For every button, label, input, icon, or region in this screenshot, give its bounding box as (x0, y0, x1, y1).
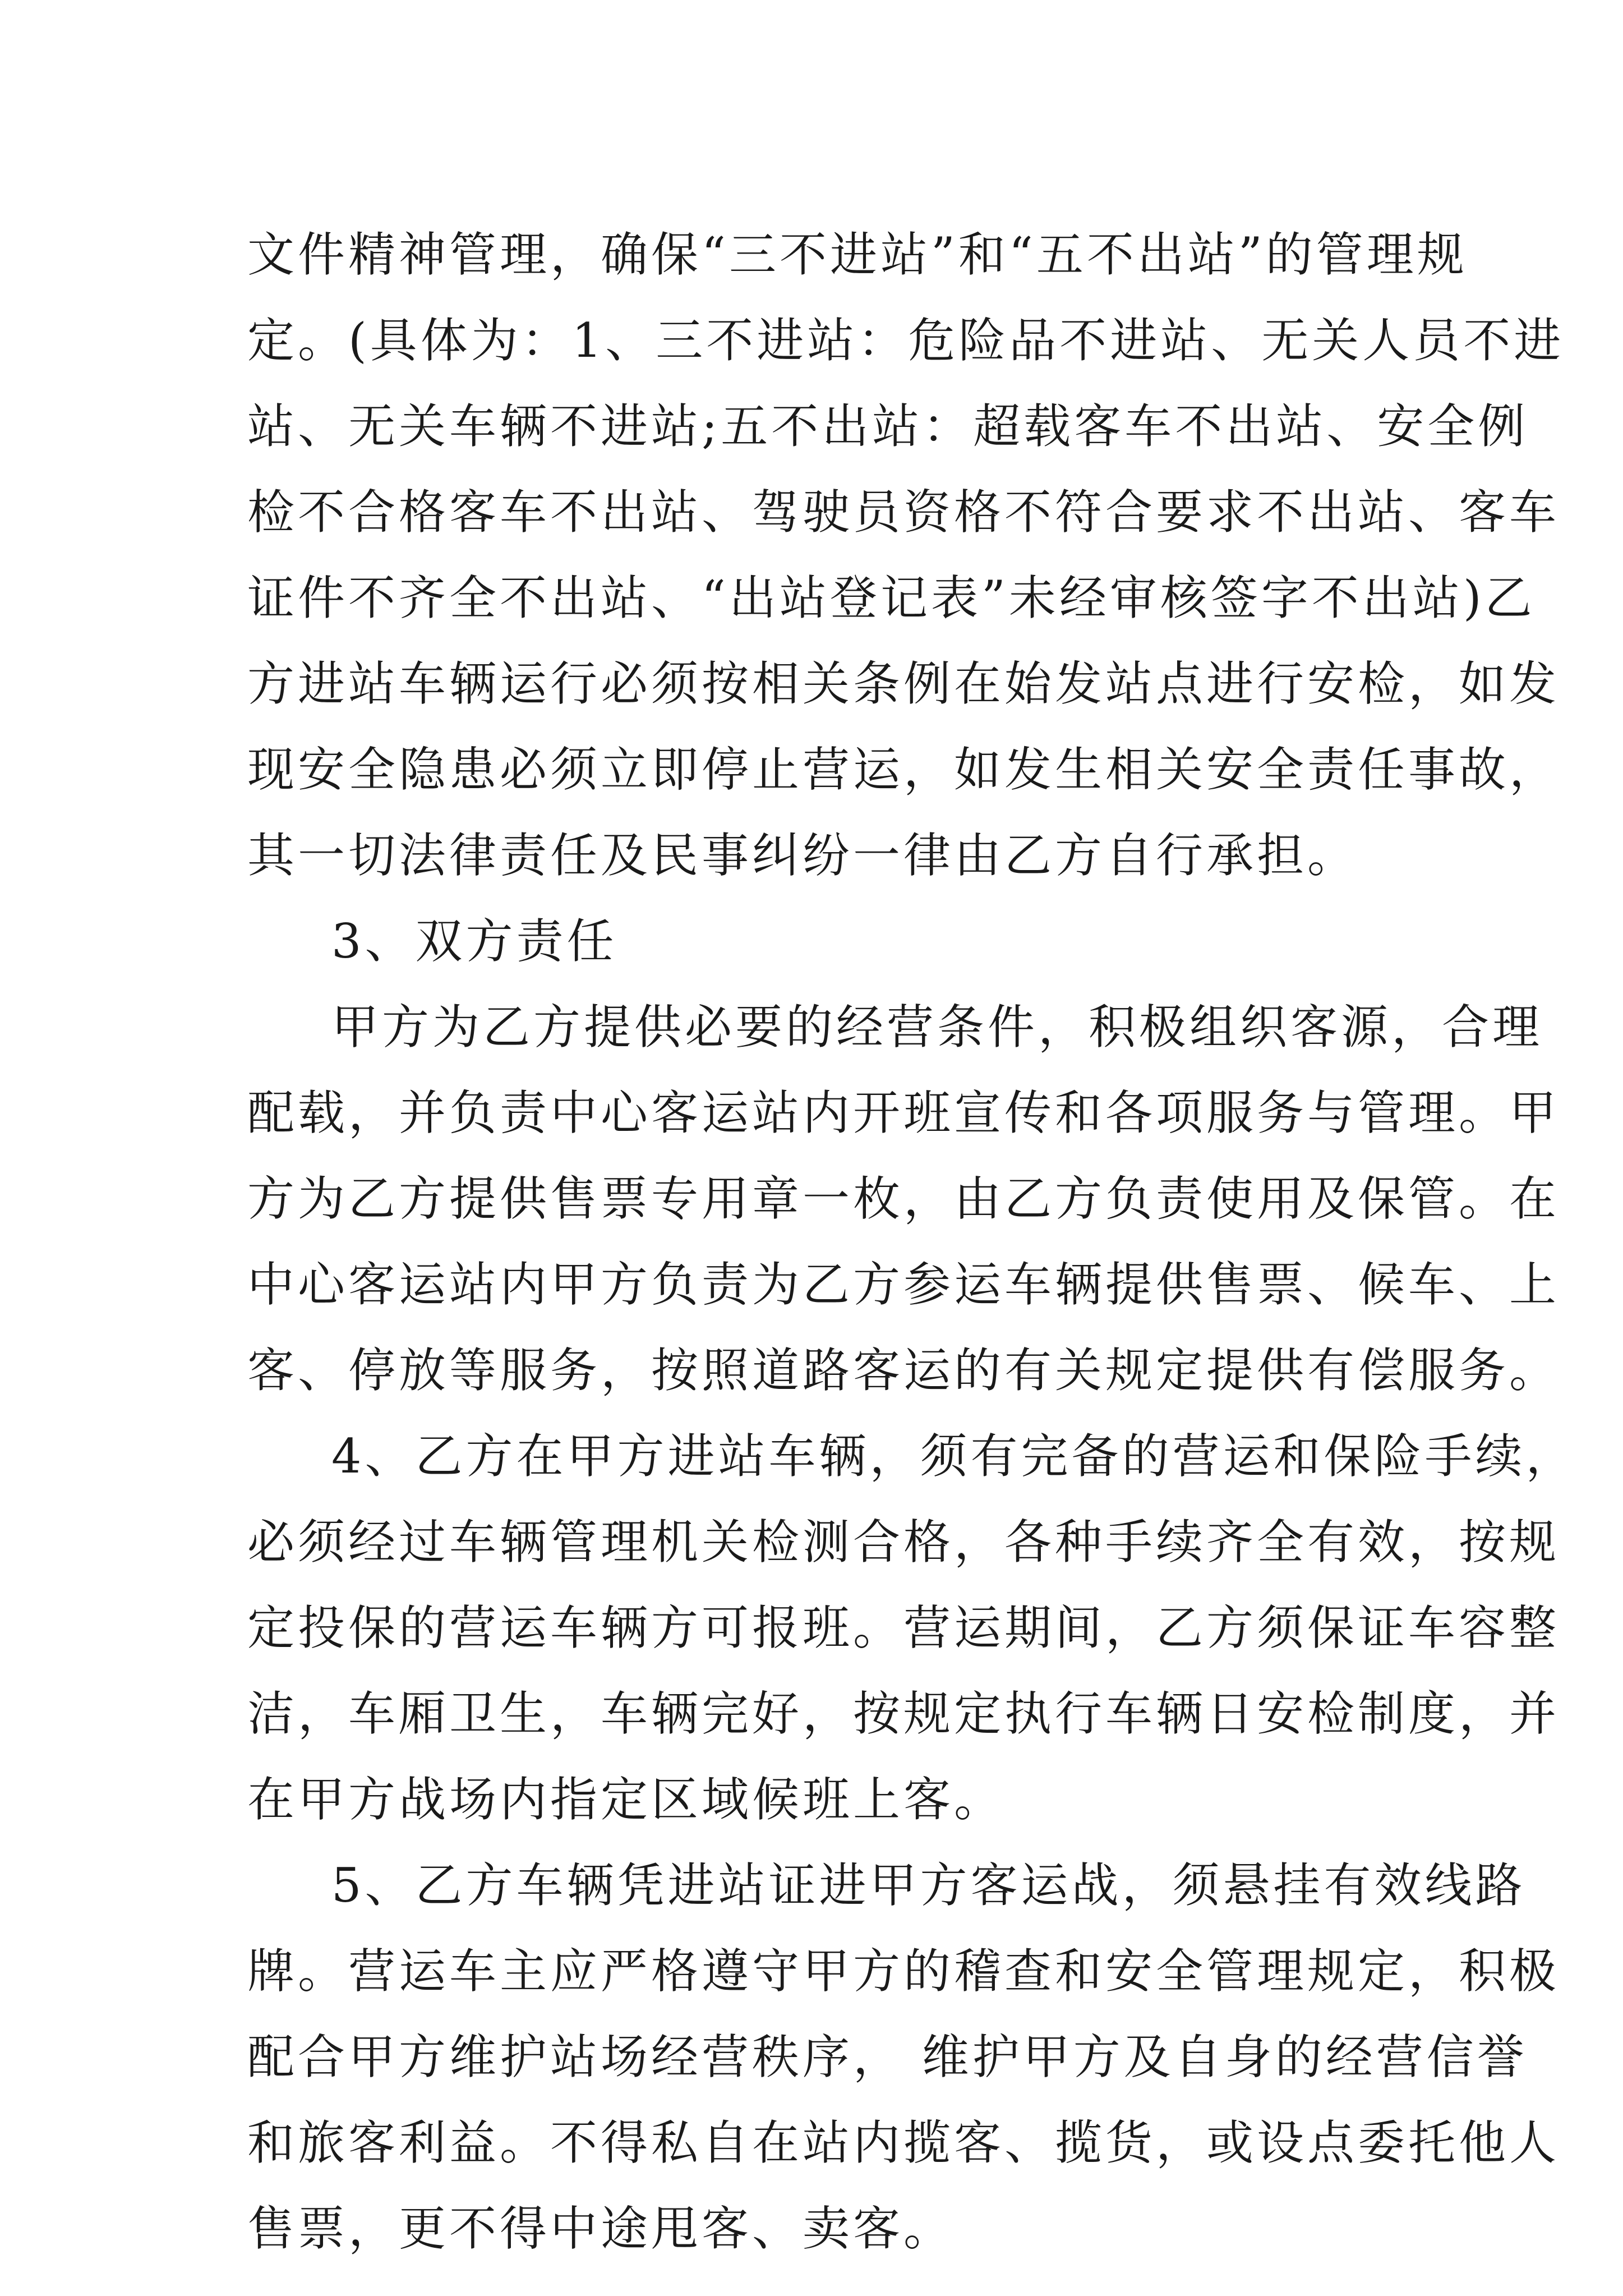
paragraph-clause-4 (247, 1414, 1576, 1843)
text-line: 方为乙方提供售票专用章一枚，由乙方负责使用及保管。在 (247, 1171, 1560, 1226)
text-line: 其一切法律责任及民事纠纷一律由乙方自行承担。 (247, 828, 1358, 883)
paragraph-safety-rules (247, 212, 1565, 899)
text-line: 定。(具体为：1、三不进站：危险品不进站、无关人员不进 (247, 313, 1565, 368)
text-line: 配载，并负责中心客运站内开班宣传和各项服务与管理。甲 (247, 1085, 1560, 1140)
text-line: 方进站车辆运行必须按相关条例在始发站点进行安检，如发 (247, 656, 1560, 711)
text-line: 中心客运站内甲方负责为乙方参运车辆提供售票、候车、上 (247, 1257, 1560, 1312)
text-line: 必须经过车辆管理机关检测合格，各种手续齐全有效，按规 (247, 1515, 1560, 1570)
text-line: 文件精神管理，确保“三不进站”和“五不出站”的管理规 (247, 227, 1468, 282)
text-line: 牌。营运车主应严格遵守甲方的稽查和安全管理规定，积极 (247, 1944, 1560, 1999)
paragraph-party-a-duties (247, 984, 1560, 1414)
text-line: 客、停放等服务，按照道路客运的有关规定提供有偿服务。 (247, 1343, 1560, 1398)
section-heading: 3、双方责任 (331, 914, 617, 969)
text-line: 检不合格客车不出站、驾驶员资格不符合要求不出站、客车 (247, 485, 1560, 540)
paragraph-clause-5 (247, 1843, 1560, 2272)
section-heading-mutual-responsibility (247, 899, 1386, 984)
text-line: 4、乙方在甲方进站车辆，须有完备的营运和保险手续， (331, 1429, 1576, 1484)
document-body (247, 212, 1576, 2272)
text-line: 站、无关车辆不进站;五不出站：超载客车不出站、安全例 (247, 399, 1529, 454)
text-line: 证件不齐全不出站、“出站登记表”未经审核签字不出站)乙 (247, 570, 1536, 625)
text-line: 洁，车厢卫生，车辆完好，按规定执行车辆日安检制度，并 (247, 1686, 1560, 1741)
text-line: 5、乙方车辆凭进站证进甲方客运战，须悬挂有效线路 (331, 1858, 1526, 1913)
text-line: 配合甲方维护站场经营秩序， 维护甲方及自身的经营信誉 (247, 2030, 1528, 2085)
text-line: 和旅客利益。不得私自在站内揽客、揽货，或设点委托他人 (247, 2115, 1560, 2170)
text-line: 在甲方战场内指定区域候班上客。 (247, 1772, 1005, 1827)
text-line: 甲方为乙方提供必要的经营条件，积极组织客源，合理 (331, 1000, 1543, 1055)
text-line: 售票，更不得中途甩客、卖客。 (247, 2201, 955, 2256)
text-line: 现安全隐患必须立即停止营运，如发生相关安全责任事故， (247, 742, 1560, 797)
text-line: 定投保的营运车辆方可报班。营运期间，乙方须保证车容整 (247, 1600, 1560, 1655)
